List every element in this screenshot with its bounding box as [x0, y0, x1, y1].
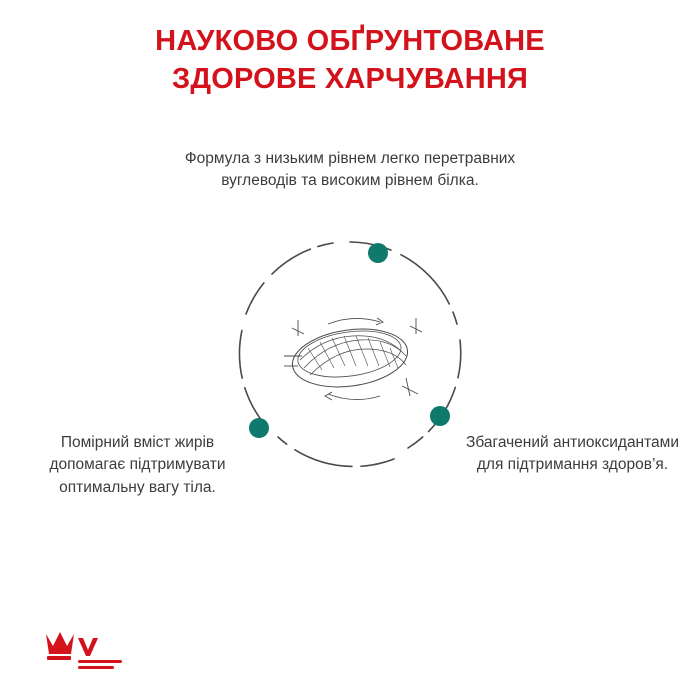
wordmark-icon	[78, 638, 122, 669]
dot-left-icon	[249, 418, 269, 438]
royal-canin-logo	[36, 628, 132, 684]
page-title-line-1: НАУКОВО ОБҐРУНТОВАНЕ	[155, 25, 545, 57]
page-title-line-2: ЗДОРОВЕ ХАРЧУВАННЯ	[171, 63, 529, 96]
page-title	[0, 22, 700, 99]
dot-right-icon	[430, 406, 450, 426]
ring-arcs	[239, 242, 460, 466]
dot-top-icon	[368, 243, 388, 263]
callout-right-text: Збагачений антиоксидантами для підтримання здоров’я.	[466, 434, 679, 474]
callout-top-text: Формула з низьким рівнем легко перетравних вуглеводів та високим рівнем білка.	[184, 150, 516, 190]
crown-icon	[46, 632, 74, 660]
kibble-illustration	[284, 318, 422, 400]
callout-left-text: Помірний вміст жирів допомагає підтримувати оптимальну вагу тіла.	[49, 434, 226, 496]
kibble-circle-diagram	[232, 236, 468, 472]
